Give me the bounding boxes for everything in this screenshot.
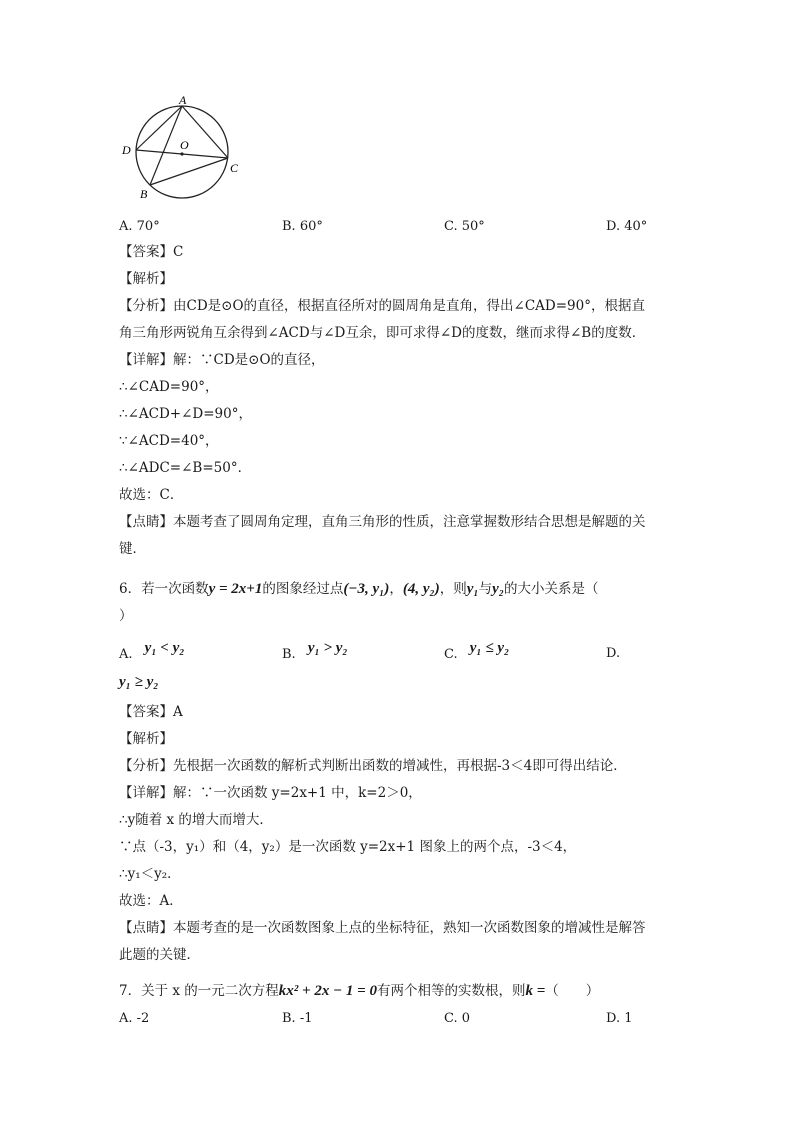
circle-figure bbox=[118, 92, 258, 204]
q7-equation: kx² + 2x − 1 = 0 bbox=[278, 983, 377, 999]
q6-point-2: (4, y₂) bbox=[402, 581, 440, 597]
q5-step-2: ∴∠ACD+∠D=90°， bbox=[119, 406, 252, 422]
q6-option-a bbox=[119, 640, 185, 664]
q6-answer: 【答案】A bbox=[119, 704, 183, 720]
q5-comment-line-2: 键． bbox=[119, 541, 146, 557]
q6-option-a-label: A. bbox=[119, 647, 133, 662]
q6-option-b-label: B. bbox=[282, 647, 296, 662]
q6-stem-b: 的图象经过点 bbox=[262, 581, 344, 597]
q5-step-3: ∵∠ACD=40°， bbox=[119, 433, 219, 449]
q6-option-c-label: C. bbox=[444, 647, 458, 662]
q6-option-d-label: D. bbox=[606, 646, 621, 661]
q7-k: k = bbox=[525, 983, 546, 999]
q5-analysis-line-1: 【分析】由CD是⊙O的直径，根据直径所对的圆周角是直角，得出∠CAD=90°，根据直 bbox=[119, 298, 645, 314]
q6-function: y = 2x+1 bbox=[208, 581, 263, 597]
q6-comment-line-1: 【点睛】本题考查的是一次函数图象上点的坐标特征，熟知一次函数图象的增减性是解答 bbox=[119, 920, 646, 936]
q5-detail-line: 【详解】解：∵CD是⊙O的直径， bbox=[119, 352, 325, 368]
label-a: A bbox=[179, 93, 187, 107]
label-c: C bbox=[230, 161, 239, 175]
q5-option-a: A. 70° bbox=[119, 219, 160, 234]
q6-analysis-header: 【解析】 bbox=[119, 731, 173, 747]
q6-option-d bbox=[119, 673, 159, 692]
q7-stem bbox=[119, 982, 599, 1000]
chord-ac bbox=[182, 106, 228, 158]
q7-stem-c: （ ） bbox=[545, 983, 600, 999]
q6-choose: 故选：A． bbox=[119, 893, 183, 909]
label-b: B bbox=[140, 187, 148, 201]
q6-option-c-math: y₁ ≤ y₂ bbox=[469, 640, 510, 656]
q6-analysis-line: 【分析】先根据一次函数的解析式判断出函数的增减性，再根据-3＜4即可得出结论． bbox=[119, 758, 627, 774]
label-d: D bbox=[122, 143, 131, 157]
q7-option-a: A. -2 bbox=[119, 1011, 150, 1026]
q6-y2: y₂ bbox=[492, 581, 504, 597]
q5-option-c: C. 50° bbox=[444, 219, 485, 234]
q6-option-c bbox=[444, 640, 510, 664]
q5-option-b: B. 60° bbox=[282, 219, 323, 234]
q6-comment-line-2: 此题的关键． bbox=[119, 947, 200, 963]
q6-yu: 与 bbox=[478, 581, 493, 597]
q6-detail-line: 【详解】解：∵一次函数 y=2x+1 中，k=2＞0， bbox=[119, 785, 422, 801]
q5-answer: 【答案】C bbox=[119, 244, 184, 260]
q7-stem-a: 7．关于 x 的一元二次方程 bbox=[119, 983, 279, 999]
q5-step-1: ∴∠CAD=90°， bbox=[119, 379, 219, 395]
q7-stem-b: 有两个相等的实数根，则 bbox=[376, 983, 526, 999]
q7-option-c: C. 0 bbox=[444, 1011, 471, 1026]
q6-option-b bbox=[282, 640, 348, 664]
q6-stem-c: ，则 bbox=[439, 581, 467, 597]
q6-step-1: ∴y随着 x 的增大而增大． bbox=[119, 812, 273, 828]
center-point bbox=[180, 152, 183, 155]
q6-point-1: (−3, y₁) bbox=[343, 581, 390, 597]
label-o: O bbox=[180, 138, 189, 152]
q5-analysis-line-2: 角三角形两锐角互余得到∠ACD与∠D互余，即可求得∠D的度数，继而求得∠B的度数． bbox=[119, 325, 646, 341]
q6-option-d-math: y₁ ≥ y₂ bbox=[119, 674, 159, 690]
q6-stem-a: 6．若一次函数 bbox=[119, 581, 209, 597]
q6-option-b-math: y₁ > y₂ bbox=[307, 640, 348, 656]
q6-option-a-math: y₁ < y₂ bbox=[144, 640, 185, 656]
q5-option-d: D. 40° bbox=[606, 219, 648, 234]
q7-option-d: D. 1 bbox=[606, 1011, 633, 1026]
q5-analysis-header: 【解析】 bbox=[119, 271, 173, 287]
q5-comment-line-1: 【点睛】本题考查了圆周角定理，直角三角形的性质，注意掌握数形结合思想是解题的关 bbox=[119, 514, 646, 530]
q6-comma: ， bbox=[389, 581, 403, 597]
q6-stem bbox=[119, 580, 599, 598]
q6-stem-close: ） bbox=[119, 608, 133, 624]
q6-step-2: ∵点（-3，y₁）和（4，y₂）是一次函数 y=2x+1 图象上的两个点，-3＜4， bbox=[119, 839, 577, 855]
q6-step-3: ∴y₁＜y₂． bbox=[119, 866, 181, 882]
q5-step-4: ∴∠ADC=∠B=50°． bbox=[119, 460, 252, 476]
chord-bc bbox=[150, 158, 228, 185]
q7-option-b: B. -1 bbox=[282, 1011, 313, 1026]
q6-y1: y₁ bbox=[466, 581, 479, 597]
q6-stem-d: 的大小关系是（ bbox=[504, 581, 599, 597]
q5-choose: 故选：C． bbox=[119, 487, 184, 503]
chord-ab bbox=[150, 106, 182, 185]
